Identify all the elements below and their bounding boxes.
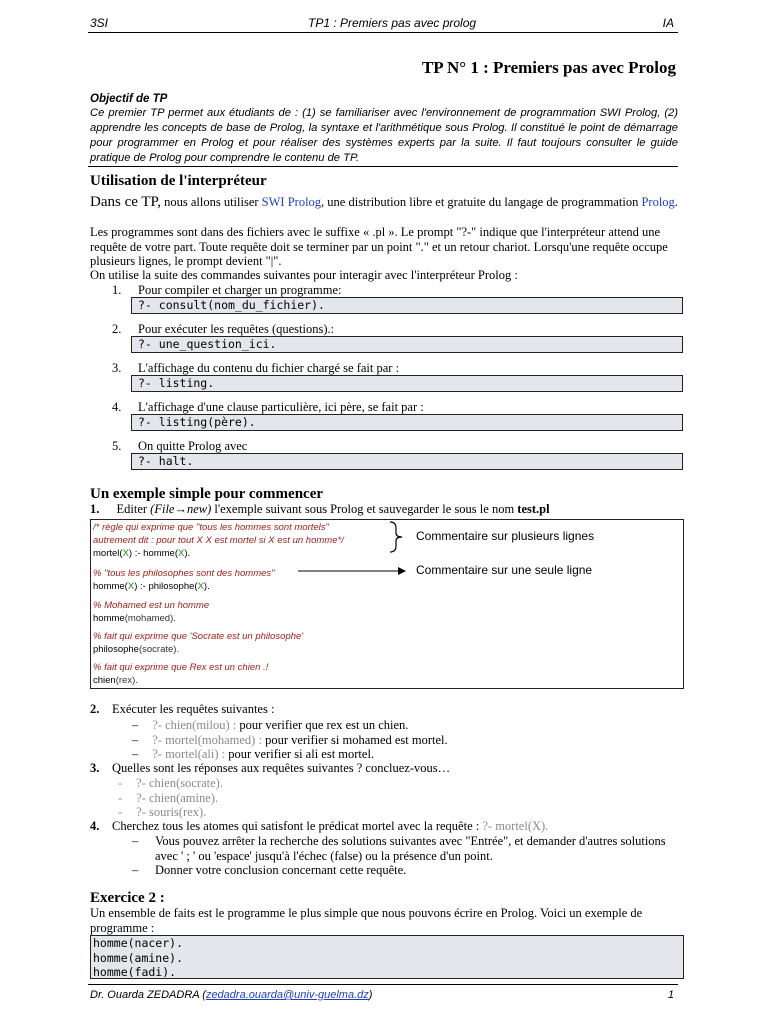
paragraph-suffix: Les programmes sont dans des fichiers avec le suffixe « .pl ». Le prompt "?-" indique que l'interpréteur attend une requête de votre part. Toute requête doit se terminer par un point "." et un retour chariot. Lorsqu'une requête occupe plusieurs lignes, le prompt devient "|". bbox=[90, 225, 668, 268]
query-code: ?- chien(milou) : bbox=[152, 718, 237, 732]
dash: – bbox=[132, 733, 139, 747]
code-token: (rex). bbox=[115, 675, 138, 686]
dash: – bbox=[132, 747, 139, 761]
arrow-head-icon bbox=[398, 567, 406, 575]
exercice2-text: Un ensemble de faits est le programme le plus simple que nous pouvons écrire en Prolog. Voici un exemple de programme : bbox=[90, 906, 643, 935]
code-token: homme bbox=[93, 613, 125, 624]
step-label: L'affichage du contenu du fichier chargé se fait par : bbox=[138, 361, 400, 375]
code-token: ) :- bbox=[134, 581, 149, 592]
step3-text: Quelles sont les réponses aux requêtes suivantes ? concluez-vous… bbox=[112, 761, 451, 775]
query-code: ?- mortel(mohamed) : bbox=[152, 733, 262, 747]
step-label: On quitte Prolog avec bbox=[138, 439, 248, 453]
rule-homme bbox=[93, 581, 210, 592]
query-line bbox=[118, 776, 223, 791]
step1-menu-new: new) bbox=[186, 502, 212, 516]
email-link[interactable]: zedadra.ouarda@univ-guelma.dz bbox=[205, 989, 369, 1001]
step-number: 3. bbox=[112, 361, 122, 375]
code-token: philosophe bbox=[93, 644, 139, 655]
code-token: (mohamed). bbox=[124, 613, 176, 624]
code-token: chien bbox=[93, 675, 116, 686]
comment-line: autrement dit : pour tout X X est mortel si X est un homme*/ bbox=[93, 535, 344, 546]
code-token: (socrate). bbox=[138, 644, 180, 655]
annotation-arrows bbox=[290, 518, 420, 588]
fact-chien bbox=[93, 675, 138, 686]
code-block: ?- listing(père). bbox=[131, 414, 683, 431]
intro-text-2: , une distribution libre et gratuite du langage de programmation bbox=[321, 195, 642, 209]
code-token: ). bbox=[203, 581, 210, 592]
step-number: 4. bbox=[112, 400, 122, 414]
file-name: test.pl bbox=[517, 502, 550, 516]
brace-icon bbox=[390, 522, 402, 552]
code-token: ) :- bbox=[128, 548, 144, 559]
query-code: ?- souris(rex). bbox=[136, 805, 207, 819]
step-number: 1. bbox=[112, 283, 122, 297]
dash: - bbox=[118, 805, 123, 819]
query-line bbox=[118, 791, 218, 806]
step2-text: Exécuter les requêtes suivantes : bbox=[112, 702, 275, 716]
comment-line: /* règle qui exprime que "tous les hommes sont mortels" bbox=[93, 522, 329, 533]
comment-line: % Mohamed est un homme bbox=[93, 600, 210, 611]
fact-homme bbox=[93, 613, 176, 624]
code-token: mortel( bbox=[93, 548, 123, 559]
comment-line: % fait qui exprime que 'Socrate est un philosophe' bbox=[93, 631, 304, 642]
query-code: ?- mortel(ali) : bbox=[152, 747, 226, 761]
step1-text: Editer bbox=[116, 502, 151, 516]
page-footer bbox=[88, 984, 678, 1005]
query-line bbox=[118, 805, 206, 820]
annotation-singleline: Commentaire sur une seule ligne bbox=[416, 563, 593, 577]
step4-text bbox=[112, 819, 548, 834]
query-line bbox=[132, 747, 374, 762]
section-heading-exemple: Un exemple simple pour commencer bbox=[90, 486, 324, 502]
code-block: ?- consult(nom_du_fichier). bbox=[131, 297, 683, 314]
step-label: L'affichage d'une clause particulière, ici père, se fait par : bbox=[138, 400, 424, 414]
prolog-link[interactable]: Prolog bbox=[641, 195, 675, 209]
exercice2-heading: Exercice 2 : bbox=[90, 890, 165, 906]
intro-text: nous allons utiliser bbox=[160, 195, 262, 209]
step1-menu: (File bbox=[150, 502, 175, 516]
intro-big: Dans ce TP, bbox=[90, 194, 161, 210]
dash: – bbox=[132, 834, 139, 848]
code-token: philosophe( bbox=[148, 581, 198, 592]
code-block: ?- listing. bbox=[131, 375, 683, 392]
fact-philosophe bbox=[93, 644, 179, 655]
query-text: pour verifier si mohamed est mortel. bbox=[261, 733, 448, 747]
code-var: X bbox=[122, 548, 129, 559]
query-line bbox=[132, 718, 408, 733]
step-number: 5. bbox=[112, 439, 122, 453]
code-line: homme(fadi). bbox=[93, 965, 177, 979]
header-right: IA bbox=[662, 16, 674, 30]
code-line: homme(nacer). bbox=[93, 936, 184, 950]
footer-author bbox=[90, 989, 372, 1001]
rule-mortel bbox=[93, 548, 190, 559]
step-label: Pour exécuter les requêtes (questions).: bbox=[138, 322, 335, 336]
query-code: ?- chien(amine). bbox=[136, 791, 219, 805]
step-number: 1. bbox=[90, 502, 100, 516]
code-line: homme(amine). bbox=[93, 950, 184, 965]
dash: - bbox=[118, 776, 123, 790]
section-heading-interpreteur: Utilisation de l'interpréteur bbox=[90, 173, 267, 189]
query-text: pour verifier si ali est mortel. bbox=[225, 747, 375, 761]
code-token: ). bbox=[184, 548, 191, 559]
page-header bbox=[88, 12, 678, 33]
step4-label: Cherchez tous les atomes qui satisfont le prédicat mortel avec la requête : bbox=[112, 819, 483, 833]
query-text: pour verifier que rex est un chien. bbox=[236, 718, 409, 732]
code-var: X bbox=[178, 548, 185, 559]
query-code: ?- chien(socrate). bbox=[136, 776, 223, 790]
arrow-right-icon: → bbox=[174, 502, 187, 516]
author-name: Dr. Ouarda ZEDADRA ( bbox=[90, 989, 206, 1001]
dash: – bbox=[132, 863, 139, 877]
dash: – bbox=[132, 718, 139, 732]
step1-line bbox=[90, 502, 550, 517]
swi-prolog-link[interactable]: SWI Prolog bbox=[261, 195, 322, 209]
objectif-heading: Objectif de TP bbox=[90, 93, 168, 105]
exercice2-code-block bbox=[90, 935, 684, 979]
intro-end: . bbox=[674, 195, 678, 209]
step1-text-2: l'exemple suivant sous Prolog et sauvegarder le sous le nom bbox=[211, 502, 518, 516]
divider bbox=[88, 166, 678, 167]
step-number: 2. bbox=[112, 322, 122, 336]
code-var: X bbox=[197, 581, 204, 592]
bullet-text: Vous pouvez arrêter la recherche des solutions suivantes avec "Entrée", et demander d'autres solutions avec ' ; ' ou 'espace' jusqu'à l'échec (false) ou la présence d'un point. bbox=[155, 834, 666, 863]
code-var: X bbox=[127, 581, 135, 592]
code-token: homme( bbox=[143, 548, 178, 559]
step-label: Pour compiler et charger un programme: bbox=[138, 283, 342, 297]
query-line bbox=[132, 733, 448, 748]
page-title: TP N° 1 : Premiers pas avec Prolog bbox=[421, 58, 676, 77]
step-number: 2. bbox=[90, 702, 100, 716]
step-number: 4. bbox=[90, 819, 100, 833]
page-number: 1 bbox=[667, 989, 674, 1001]
header-center: TP1 : Premiers pas avec prolog bbox=[308, 16, 477, 30]
code-token: homme( bbox=[93, 581, 128, 592]
header-left: 3SI bbox=[90, 16, 109, 30]
objectif-text: Ce premier TP permet aux étudiants de : (1) se familiariser avec l'environnement de programmation SWI Prolog, (2) apprendre les concepts de base de Prolog, la syntaxe et l'arithmétique sous Prolog. Il constitué le point de démarrage pour programmer en Prolog et pour réaliser des systèmes experts par la suite. Il faut toujours consulter le guide pratique de Prolog pour comprendre le contenu de TP. bbox=[90, 107, 678, 164]
query-code: ?- mortel(X). bbox=[482, 819, 549, 833]
intro-paragraph bbox=[90, 195, 680, 210]
dash: - bbox=[118, 791, 123, 805]
comment-line: % fait qui exprime que Rex est un chien .! bbox=[93, 662, 269, 673]
code-block: ?- une_question_ici. bbox=[131, 336, 683, 353]
annotation-multiline: Commentaire sur plusieurs lignes bbox=[416, 529, 595, 543]
author-close: ) bbox=[368, 989, 373, 1001]
bullet-text: Donner votre conclusion concernant cette requête. bbox=[155, 863, 407, 877]
paragraph-commands: On utilise la suite des commandes suivantes pour interagir avec l'interpréteur Prolog : bbox=[90, 268, 518, 282]
step-number: 3. bbox=[90, 761, 100, 775]
code-block: ?- halt. bbox=[131, 453, 683, 470]
comment-line: % "tous les philosophes sont des hommes" bbox=[93, 568, 275, 579]
